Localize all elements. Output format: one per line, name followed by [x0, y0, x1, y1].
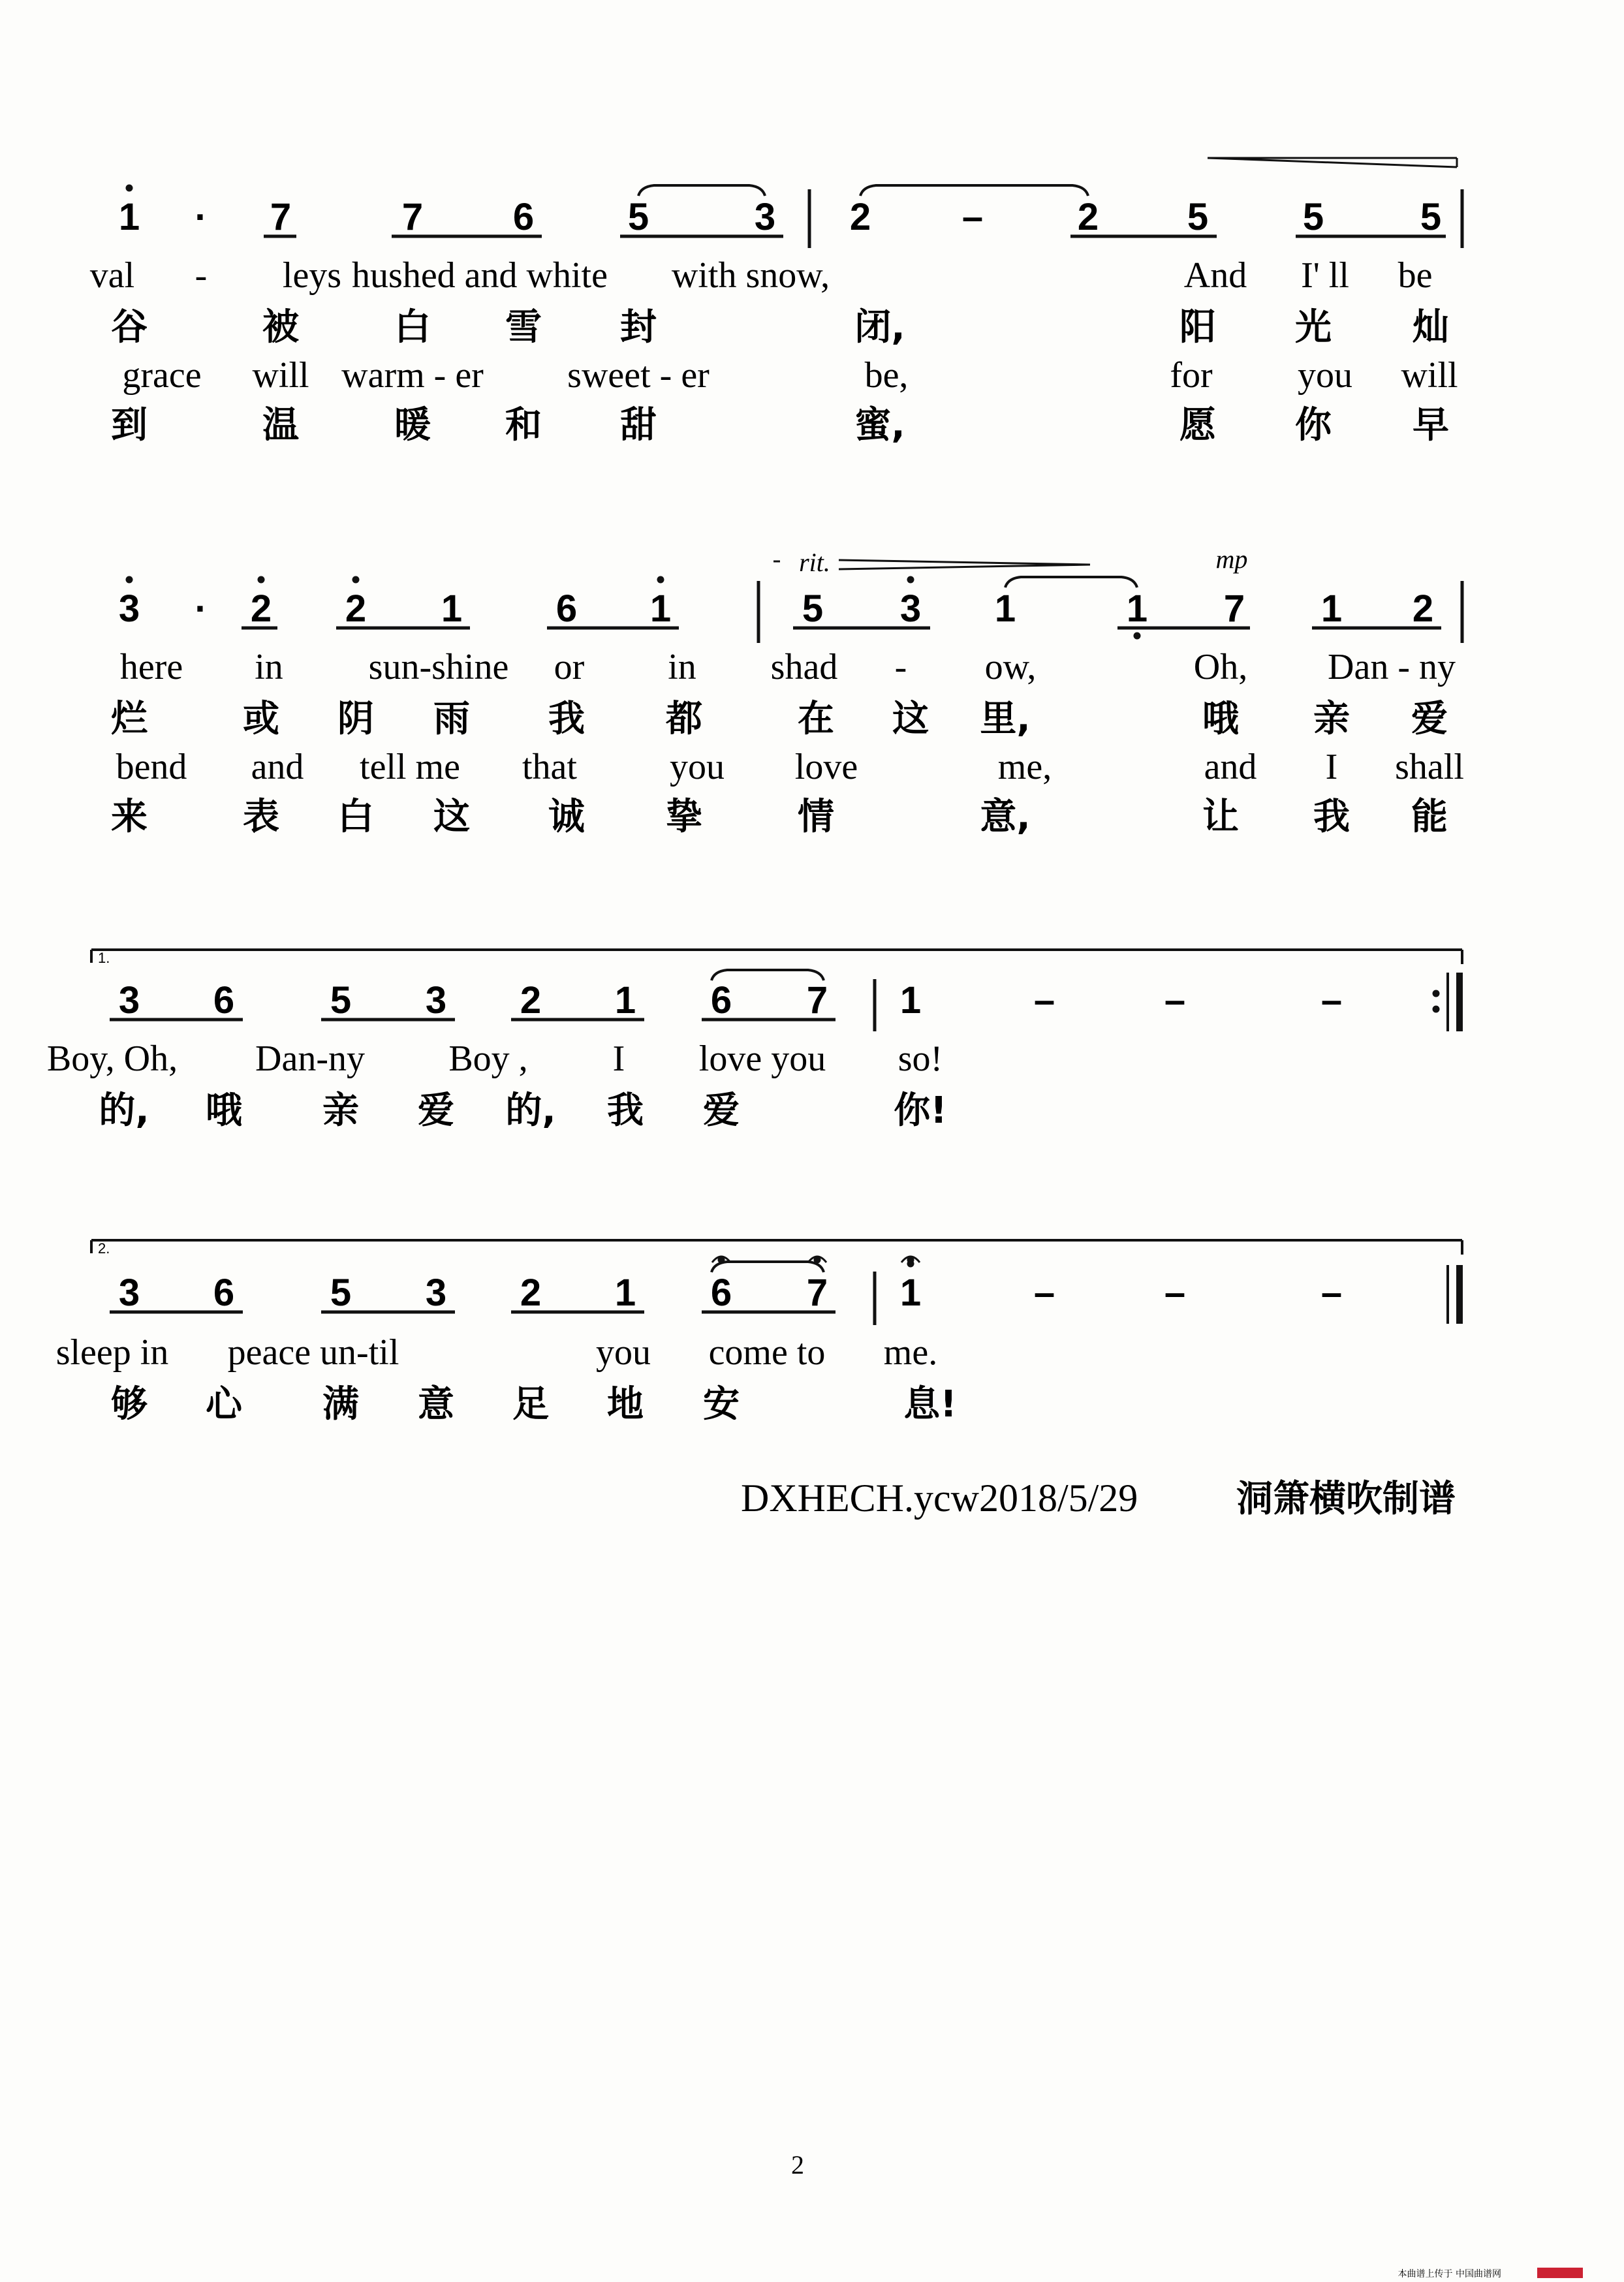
jianpu-note: 5 [627, 196, 649, 238]
site-logo [1537, 2268, 1583, 2278]
lyric-english: in [255, 647, 283, 687]
jianpu-note: 3 [118, 1272, 140, 1314]
lyric-chinese: 我 [548, 698, 585, 740]
jianpu-note: 5 [330, 1272, 352, 1314]
jianpu-note: 7 [270, 196, 292, 238]
lyric-chinese: 我 [607, 1089, 644, 1132]
lyric-english: in [668, 647, 696, 687]
lyric-english: - [894, 647, 907, 687]
lyric-chinese: 被 [262, 306, 299, 349]
arranger-credit: DXHECH.ycw2018/5/29 [741, 1477, 1138, 1520]
lyric-english: shad [770, 647, 838, 687]
jianpu-note: 1 [441, 587, 463, 630]
jianpu-note: 3 [754, 196, 776, 238]
jianpu-note: 6 [710, 1272, 732, 1314]
lyric-english: me. [883, 1332, 938, 1373]
tie-2-2 [860, 185, 1088, 196]
lyric-chinese: 温 [262, 404, 299, 446]
jianpu-note: 2 [1077, 196, 1099, 238]
lyric-chinese: 都 [666, 698, 702, 740]
lyric-chinese: 闭, [854, 306, 905, 349]
jianpu-note: 7 [806, 979, 828, 1022]
sustain-dash: – [1164, 979, 1186, 1022]
lyric-chinese: 表 [243, 796, 279, 838]
lyric-chinese: 蜜, [854, 404, 905, 446]
lyric-chinese: 愿 [1179, 404, 1216, 446]
sustain-dash: – [1033, 1272, 1055, 1314]
jianpu-note: 6 [512, 196, 535, 238]
jianpu-note: 5 [1187, 196, 1209, 238]
lyric-english: will [1401, 355, 1458, 396]
octave-up-dot [907, 576, 914, 584]
lyric-chinese: 爱 [418, 1089, 454, 1132]
decrescendo-hairpin [1208, 158, 1457, 167]
lyric-chinese: 这 [892, 698, 929, 740]
lyric-chinese: 爱 [703, 1089, 740, 1132]
lyric-chinese: 能 [1411, 796, 1448, 838]
lyric-english: and [251, 747, 304, 787]
tie-1-1 [1005, 577, 1137, 587]
octave-up-dot [126, 185, 133, 192]
lyric-english: and [1204, 747, 1257, 787]
sustain-dash: – [1164, 1272, 1186, 1314]
jianpu-note: 1 [899, 979, 922, 1022]
lyric-chinese: 的, [505, 1089, 556, 1132]
octave-up-dot [657, 576, 664, 584]
lyric-english: leys [282, 255, 342, 296]
repeat-dot [1433, 1006, 1440, 1013]
lyric-chinese: 你! [894, 1089, 947, 1132]
lyric-english: bend [116, 747, 187, 787]
lyric-english: ow, [984, 647, 1037, 687]
lyric-english: hushed and white [352, 255, 608, 296]
sustain-dash: – [1033, 979, 1055, 1022]
lyric-english: me, [997, 747, 1052, 787]
jianpu-note: 3 [425, 1272, 447, 1314]
lyric-chinese: 哦 [206, 1089, 242, 1132]
lyric-english: Dan-ny [255, 1039, 365, 1079]
jianpu-note: 5 [330, 979, 352, 1022]
lyric-chinese: 的, [99, 1089, 149, 1132]
lyric-chinese: 我 [1313, 796, 1350, 838]
jianpu-note: 1 [614, 1272, 636, 1314]
page-number: 2 [791, 2150, 804, 2180]
dynamic-mp: mp [1215, 544, 1248, 574]
lyric-chinese: 白 [394, 306, 431, 349]
lyric-chinese: 阴 [337, 698, 374, 740]
lyric-chinese: 息! [903, 1383, 957, 1426]
lyric-chinese: 让 [1202, 796, 1239, 838]
lyric-chinese: 诚 [548, 796, 585, 838]
jianpu-note: 3 [425, 979, 447, 1022]
jianpu-note: 2 [520, 1272, 542, 1314]
octave-up-dot [258, 576, 265, 584]
lyric-chinese: 烂 [111, 698, 148, 740]
volta-label: 2. [98, 1240, 110, 1257]
lyric-english: - [195, 255, 208, 296]
octave-down-dot [1134, 633, 1141, 640]
lyric-chinese: 雨 [433, 698, 470, 740]
lyric-chinese: 意 [418, 1383, 454, 1426]
lyric-chinese: 白 [337, 796, 374, 838]
jianpu-note: 3 [118, 979, 140, 1022]
lyric-chinese: 光 [1295, 306, 1332, 349]
jianpu-note: 1 [994, 587, 1016, 630]
jianpu-note: 1 [1320, 587, 1343, 630]
lyric-chinese: 地 [607, 1383, 644, 1426]
lyric-chinese: 里, [980, 698, 1031, 740]
lyric-english: be [1398, 255, 1433, 296]
footer-note: 本曲谱上传于 中国曲谱网 [1398, 2269, 1501, 2279]
lyric-chinese: 或 [243, 698, 279, 740]
jianpu-note: 1 [614, 979, 636, 1022]
sustain-dash: – [961, 196, 984, 238]
fermata-dot [907, 1257, 914, 1264]
lyric-chinese: 足 [512, 1383, 549, 1426]
lyric-english: Boy , [448, 1039, 528, 1079]
lyric-chinese: 这 [433, 796, 470, 838]
lyric-english: sweet - er [567, 355, 710, 396]
lyric-chinese: 情 [798, 796, 834, 838]
lyric-chinese: 阳 [1179, 306, 1216, 349]
lyric-english: Oh, [1193, 647, 1248, 687]
lyric-english: Dan - ny [1328, 647, 1456, 687]
tie-5-3 [638, 185, 765, 196]
lyric-chinese: 灿 [1413, 306, 1449, 349]
jianpu-note: 2 [345, 587, 367, 630]
lyric-english: Boy, Oh, [46, 1039, 178, 1079]
fermata-dot [814, 1257, 821, 1264]
lyric-english: be, [864, 355, 909, 396]
octave-up-dot [352, 576, 360, 584]
lyric-english: sun-shine [368, 647, 509, 687]
lyric-chinese: 谷 [111, 306, 148, 349]
lyric-chinese: 甜 [620, 404, 657, 446]
jianpu-note: 7 [401, 196, 424, 238]
lyric-english: you [596, 1332, 651, 1373]
lyric-english: love [794, 747, 858, 787]
jianpu-note: 5 [1420, 196, 1442, 238]
jianpu-note: 6 [710, 979, 732, 1022]
lyric-english: I [1325, 747, 1338, 787]
jianpu-note: 1 [899, 1272, 922, 1314]
lyric-chinese: 暖 [394, 404, 431, 446]
lyric-english: with snow, [671, 255, 830, 296]
jianpu-note: 2 [1412, 587, 1434, 630]
arranger-credit-chinese: 洞箫横吹制谱 [1236, 1478, 1456, 1520]
lyric-chinese: 你 [1295, 404, 1332, 446]
jianpu-note: 1 [118, 196, 140, 238]
lyric-chinese: 心 [206, 1383, 242, 1426]
jianpu-note: 5 [1302, 196, 1324, 238]
lyric-english: will [252, 355, 309, 396]
lyric-english: tell me [360, 747, 460, 787]
lyric-english: for [1170, 355, 1213, 396]
lyric-english: come to [708, 1332, 826, 1373]
lyric-english: I' ll [1301, 255, 1349, 296]
jianpu-note: 6 [555, 587, 578, 630]
lyric-english: or [554, 647, 585, 687]
jianpu-note: 7 [806, 1272, 828, 1314]
ritardando-hairpin [839, 565, 1090, 569]
lyric-english: I [612, 1039, 625, 1079]
lyric-english: so! [898, 1039, 943, 1079]
lyric-chinese: 安 [703, 1383, 740, 1426]
lyric-chinese: 早 [1413, 404, 1449, 446]
score-systems [47, 158, 1464, 1426]
dotted-rhythm: · [195, 196, 208, 238]
lyric-english: peace un-til [227, 1332, 399, 1373]
lyric-chinese: 挚 [666, 796, 702, 838]
lyric-english: love you [698, 1039, 826, 1079]
jianpu-note: 6 [213, 1272, 235, 1314]
lyric-chinese: 爱 [1411, 698, 1448, 740]
lyric-english: you [1298, 355, 1352, 396]
lyric-english: warm - er [341, 355, 484, 396]
lyric-chinese: 亲 [322, 1089, 359, 1132]
jianpu-note: 3 [899, 587, 922, 630]
jianpu-note: 1 [1126, 587, 1148, 630]
jianpu-note: 1 [649, 587, 672, 630]
lyric-chinese: 来 [111, 796, 148, 838]
lyric-english: val [89, 255, 135, 296]
ritardando-hairpin [839, 560, 1090, 565]
jianpu-note: 5 [802, 587, 824, 630]
lyric-chinese: 封 [620, 306, 657, 349]
jianpu-note: 2 [520, 979, 542, 1022]
lyric-chinese: 和 [505, 404, 542, 446]
lyric-english: here [119, 647, 183, 687]
lyric-chinese: 在 [798, 698, 834, 740]
sustain-dash: – [1320, 1272, 1343, 1314]
tie-6-7-fermata [711, 1262, 824, 1272]
lyric-chinese: 满 [322, 1383, 359, 1426]
lyric-chinese: 雪 [505, 306, 542, 349]
lyric-english: that [522, 747, 577, 787]
repeat-dot [1433, 990, 1440, 997]
lyric-english: And [1183, 255, 1247, 296]
fermata-dot [718, 1257, 725, 1264]
jianpu-note: 2 [849, 196, 871, 238]
octave-up-dot [126, 576, 133, 584]
dotted-rhythm: · [195, 587, 208, 630]
lyric-english: sleep in [55, 1332, 169, 1373]
lyric-english: shall [1395, 747, 1464, 787]
jianpu-note: 7 [1223, 587, 1245, 630]
lyric-chinese: 哦 [1202, 698, 1239, 740]
lyric-chinese: 意, [980, 796, 1031, 838]
lyric-chinese: 亲 [1313, 698, 1350, 740]
jianpu-note: 6 [213, 979, 235, 1022]
lyric-english: you [670, 747, 725, 787]
ritardando-mark: rit. [799, 548, 830, 577]
lyric-chinese: 到 [111, 404, 148, 446]
volta-label: 1. [98, 950, 110, 966]
lyric-chinese: 够 [111, 1383, 148, 1426]
sustain-dash: – [1320, 979, 1343, 1022]
jianpu-note: 2 [250, 587, 272, 630]
jianpu-note: 3 [118, 587, 140, 630]
lyric-english: grace [122, 355, 202, 396]
